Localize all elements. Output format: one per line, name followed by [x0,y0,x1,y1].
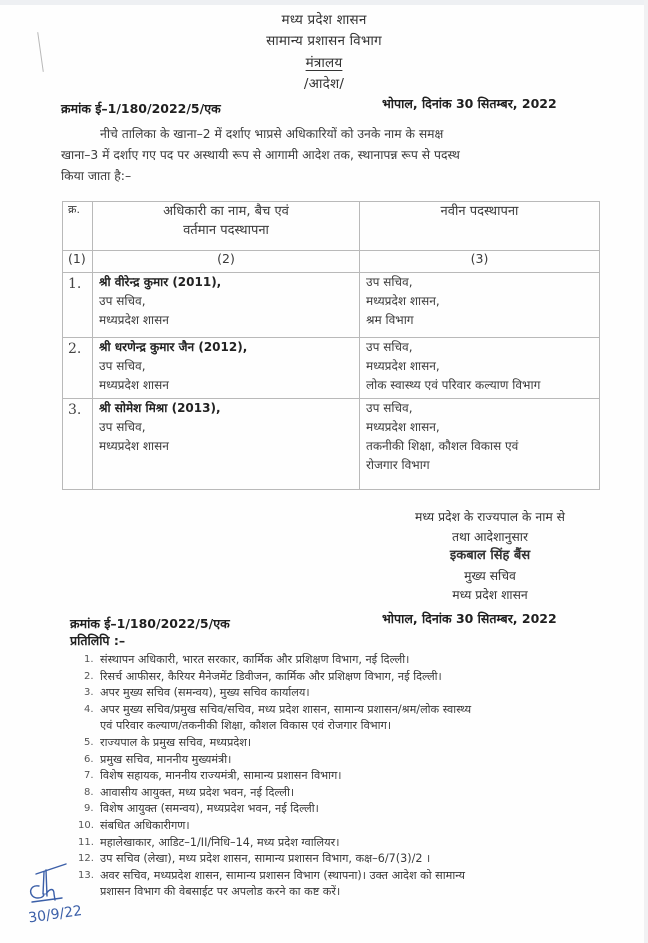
copy-recipient-text: उप सचिव (लेखा), मध्य प्रदेश शासन, सामान्य प्रशासन विभाग, कक्ष–6/7(3)/2 । [100,852,431,866]
column-number-2: (2) [93,251,360,273]
copy-recipient-number: 8. [84,786,94,798]
signatory-designation: मुख्य सचिव [464,569,516,583]
header-sno [63,202,93,251]
current-designation: उप सचिव, [99,294,146,308]
header-ministry: मंत्रालय [305,55,343,71]
copy-recipient-item [76,702,471,719]
copy-recipient-number: 3. [84,687,94,699]
order-body-line-2: खाना–3 में दर्शाए गए पद पर अस्थायी रूप से आगामी आदेश तक, स्थानापन्न रूप से पदस्थ [61,148,460,162]
copy-recipient-item [76,801,471,818]
column-number-1: (1) [63,251,93,273]
table-header-row [63,202,600,251]
header-officer-line-1: अधिकारी का नाम, बैच एवं [163,204,289,219]
header-government: मध्य प्रदेश शासन [281,12,367,28]
posting-table [62,201,600,490]
new-posting-line: तकनीकी शिक्षा, कौशल विकास एवं [366,439,519,453]
copy-recipient-text: संस्थापन अधिकारी, भारत सरकार, कार्मिक और प्रशिक्षण विभाग, नई दिल्ली। [100,653,410,666]
copy-recipient-item [76,685,471,702]
row-sno: 1. [68,276,82,292]
table-column-number-row [63,251,600,273]
new-posting-line: श्रम विभाग [366,313,414,327]
current-office: मध्यप्रदेश शासन [99,439,169,453]
copy-recipient-list [76,652,471,901]
copy-recipient-text: रिसर्च आफीसर, कैरियर मैनेजमेंट डिवीजन, कार्मिक और प्रशिक्षण विभाग, नई दिल्ली। [100,669,442,683]
new-posting-line: मध्यप्रदेश शासन, [366,294,440,308]
copy-recipient-item [76,868,471,885]
header-new-posting-label: नवीन पदस्थापना [440,204,519,219]
current-designation: उप सचिव, [99,420,146,434]
signatory-name: इकबाल सिंह बैंस [449,548,531,563]
copy-recipient-item [76,818,471,835]
copy-recipient-text: अपर मुख्य सचिव/प्रमुख सचिव/सचिव, मध्य प्रदेश शासन, सामान्य प्रशासन/श्रम/लोक स्वास्थ्य [100,702,472,716]
current-office: मध्यप्रदेश शासन [99,378,169,392]
pen-initials-icon [31,864,66,902]
signature-authority-line-1: मध्य प्रदेश के राज्यपाल के नाम से [415,510,565,524]
header-new-posting [360,202,600,251]
new-posting-line: उप सचिव, [366,401,413,415]
copy-recipient-item [76,768,471,785]
copy-place-date: भोपाल, दिनांक 30 सितम्बर, 2022 [382,611,557,626]
copy-recipient-item [76,735,471,752]
copy-recipient-text: एवं परिवार कल्याण/तकनीकी शिक्षा, कौशल विकास एवं रोजगार विभाग। [100,719,392,733]
new-posting-line: लोक स्वास्थ्य एवं परिवार कल्याण विभाग [366,378,541,392]
row-sno: 3. [68,402,82,418]
column-number-3: (3) [360,251,600,273]
copy-ref-number: क्रमांक ई–1/180/2022/5/एक [70,616,230,631]
signature-authority-line-2: तथा आदेशानुसार [452,530,528,544]
order-place-date: भोपाल, दिनांक 30 सितम्बर, 2022 [382,96,557,111]
officer-name: श्री धरणेन्द्र कुमार जैन (2012), [99,340,248,354]
copy-recipient-item [76,752,471,769]
officer-name: श्री वीरेन्द्र कुमार (2011), [99,275,222,289]
current-designation: उप सचिव, [99,359,146,373]
header-department: सामान्य प्रशासन विभाग [266,33,382,49]
new-posting-line: उप सचिव, [366,340,413,354]
copy-recipient-text: प्रशासन विभाग की वेबसाईट पर अपलोड करने का कष्ट करें। [100,885,341,899]
current-office: मध्यप्रदेश शासन [99,313,169,327]
copy-recipient-text: महालेखाकार, आडिट–1/II/निधि–14, मध्य प्रदेश ग्वालियर। [100,835,340,849]
copy-recipient-text: प्रमुख सचिव, माननीय मुख्यमंत्री। [100,752,232,766]
header-officer-line-2: वर्तमान पदस्थापना [183,223,269,238]
copy-recipient-number: 7. [84,770,94,782]
copy-recipient-text: संबधित अधिकारीगण। [100,818,190,832]
copy-recipient-number: 6. [84,753,94,765]
copy-recipient-number: 12. [78,853,94,865]
header-sno-label: क्र. [68,203,80,216]
copy-recipient-text: अपर मुख्य सचिव (समन्वय), मुख्य सचिव कार्यालय। [100,686,310,700]
handwritten-initials-date [6,850,86,930]
copy-recipient-item [76,718,471,735]
copy-title: प्रतिलिपि :– [70,633,126,648]
handwritten-date: 30/9/22 [27,903,84,927]
new-posting-line: उप सचिव, [366,275,413,289]
scan-top-edge [0,0,648,5]
copy-recipient-text: आवासीय आयुक्त, मध्य प्रदेश भवन, नई दिल्ली। [100,785,295,799]
copy-recipient-item [76,785,471,802]
scan-mark [37,32,44,72]
copy-recipient-text: अवर सचिव, मध्यप्रदेश शासन, सामान्य प्रशासन विभाग (स्थापना)। उक्त आदेश को सामान्य [100,868,466,882]
header-order-label: /आदेश/ [303,76,345,92]
signatory-office: मध्य प्रदेश शासन [452,588,528,602]
scan-right-edge [644,0,648,943]
officer-name: श्री सोमेश मिश्रा (2013), [99,401,221,415]
copy-recipient-number: 11. [78,836,94,848]
copy-recipient-number: 2. [84,670,94,682]
row-sno: 2. [68,341,82,357]
new-posting-line: मध्यप्रदेश शासन, [366,359,440,373]
new-posting-line: रोजगार विभाग [366,458,430,472]
copy-recipient-number: 5. [84,736,94,748]
copy-recipient-item [76,652,471,669]
copy-recipient-text: विशेष सहायक, माननीय राज्यमंत्री, सामान्य प्रशासन विभाग। [100,769,342,783]
copy-recipient-text: राज्यपाल के प्रमुख सचिव, मध्यप्रदेश। [100,735,252,749]
header-ministry-wrap [224,53,424,71]
copy-recipient-number: 10. [78,819,94,831]
copy-recipient-number: 1. [84,654,94,665]
order-body-line-3: किया जाता है:– [61,169,132,183]
copy-recipient-number: 4. [84,703,94,715]
new-posting-line: मध्यप्रदेश शासन, [366,420,440,434]
header-officer [93,202,360,251]
copy-recipient-item [76,835,471,852]
copy-recipient-item [76,884,471,901]
table-row [63,338,600,399]
copy-recipient-number: 9. [84,803,94,815]
copy-recipient-number: 13. [78,869,94,881]
table-row [63,273,600,338]
copy-recipient-text: विशेष आयुक्त (समन्वय), मध्यप्रदेश भवन, नई दिल्ली। [100,802,319,816]
copy-recipient-item [76,669,471,686]
copy-recipient-item [76,851,471,868]
table-row [63,399,600,490]
order-ref-number: क्रमांक ई–1/180/2022/5/एक [61,101,221,116]
order-body-line-1: नीचे तालिका के खाना–2 में दर्शाए भाप्रसे अधिकारियों को उनके नाम के समक्ष [100,127,444,141]
